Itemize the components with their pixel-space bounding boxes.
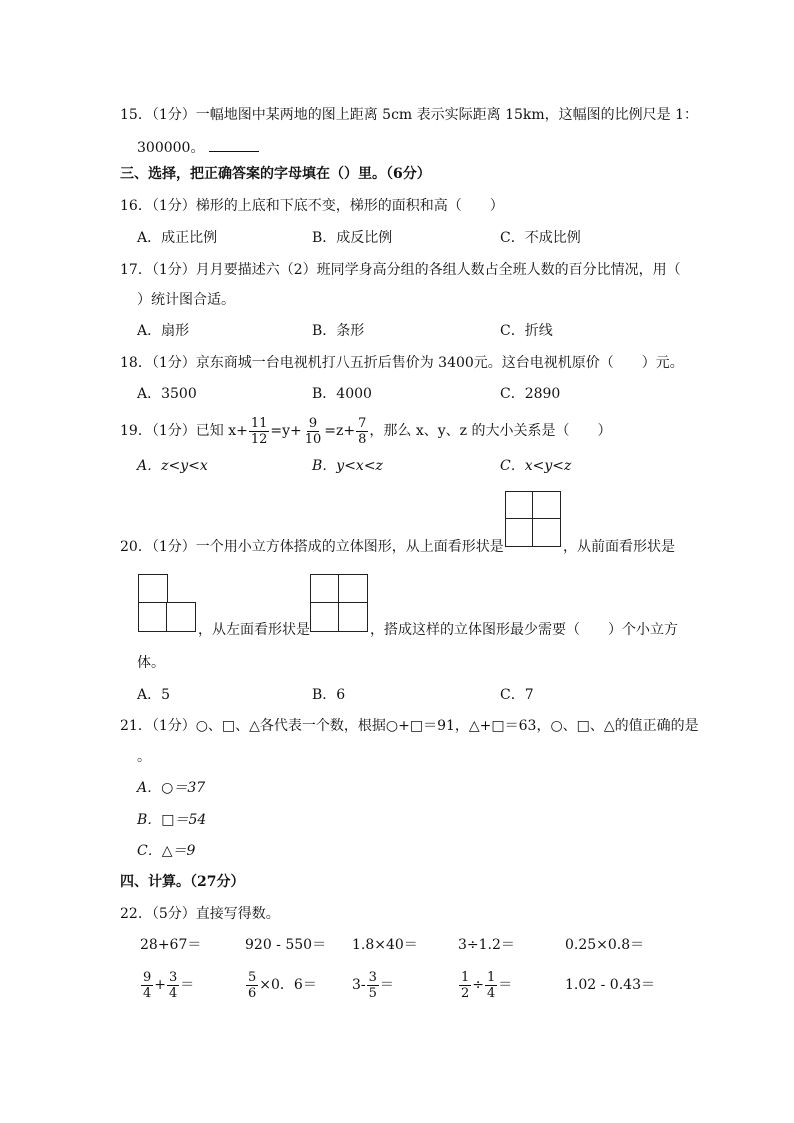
- calc-item-minus-fraction: 3- $\frac{3}{5}$ ＝: [352, 969, 394, 1001]
- q19-option-b[interactable]: B．y<x<z: [312, 458, 383, 474]
- calc-item: 28+67＝: [140, 937, 202, 953]
- calc-item-fraction-sum: $\frac{9}{4}$ + $\frac{3}{4}$ ＝: [143, 969, 195, 1001]
- q21-line1: 21．（1分）○、□、△各代表一个数，根据○+□＝91，△+□＝63，○、□、△的值正确的是: [120, 718, 699, 734]
- q17-option-b[interactable]: B．条形: [312, 323, 365, 339]
- calc-item: 1.8×40＝: [352, 937, 418, 953]
- top-view-figure: [505, 491, 561, 547]
- q18-stem: 18．（1分）京东商城一台电视机打八五折后售价为 3400元。这台电视机原价（ ）元。: [120, 355, 684, 371]
- calc-item-fraction-times: $\frac{5}{6}$ ×0．6＝: [248, 969, 317, 1001]
- fraction-9-10: $\frac{9}{10}$: [304, 415, 322, 447]
- fraction-11-12: $\frac{11}{12}$: [250, 415, 268, 447]
- q20-line3: 体。: [137, 655, 165, 671]
- calc-item: 3÷1.2＝: [458, 937, 515, 953]
- q16-stem: 16．（1分）梯形的上底和下底不变，梯形的面积和高（ ）: [120, 198, 504, 214]
- q17-line2: ）统计图合适。: [137, 292, 235, 308]
- q20-after2: ，搭成这样的立体图形最少需要（ ）个小立方: [370, 622, 678, 638]
- q20-after1: ，从前面看形状是: [563, 539, 675, 555]
- q19-option-a[interactable]: A．z<y<x: [137, 458, 208, 474]
- q16-option-a[interactable]: A．成正比例: [137, 230, 218, 246]
- q20-option-b[interactable]: B．6: [312, 687, 346, 703]
- q15-line2: [137, 137, 259, 158]
- q20-option-a[interactable]: A．5: [137, 687, 171, 703]
- q15-line2-text: 300000。: [137, 140, 205, 156]
- q16-option-c[interactable]: C．不成比例: [500, 230, 581, 246]
- q21-option-a[interactable]: A．○＝37: [137, 780, 206, 796]
- q19-eq1: =y+: [270, 423, 302, 439]
- section-3-title: 三、选择，把正确答案的字母填在（）里。（6分）: [120, 166, 431, 182]
- q17-line1: 17．（1分）月月要描述六（2）班同学身高分组的各组人数占全班人数的百分比情况，用（: [120, 262, 681, 278]
- calc-item: 0.25×0.8＝: [565, 937, 645, 953]
- section-4-title: 四、计算。（27分）: [120, 874, 245, 890]
- left-view-figure: [310, 574, 368, 632]
- q21-option-b[interactable]: B．□＝54: [137, 812, 207, 828]
- q19-prefix: 19．（1分）已知: [120, 423, 224, 439]
- front-view-figure: [138, 574, 198, 632]
- q19-x: x+: [228, 423, 248, 439]
- q19-eq2: =z+: [324, 423, 356, 439]
- calc-item: 920 - 550＝: [245, 937, 327, 953]
- q19-stem: [120, 414, 612, 448]
- q20-option-c[interactable]: C．7: [500, 687, 534, 703]
- q21-option-c[interactable]: C．△＝9: [137, 843, 196, 859]
- calc-item: 1.02 - 0.43＝: [565, 977, 655, 993]
- q19-option-c[interactable]: C．x<y<z: [500, 458, 572, 474]
- fraction-7-8: $\frac{7}{8}$: [358, 415, 367, 447]
- q15-line1: 15．（1分）一幅地图中某两地的图上距离 5cm 表示实际距离 15km，这幅图的比例尺是 1：: [120, 107, 699, 123]
- q18-option-b[interactable]: B．4000: [312, 386, 372, 402]
- q22-stem: 22．（5分）直接写得数。: [120, 906, 280, 922]
- q21-line2: 。: [137, 749, 151, 765]
- calc-item-fraction-divide: $\frac{1}{2}$ ÷ $\frac{1}{4}$ ＝: [461, 969, 513, 1001]
- q16-option-b[interactable]: B．成反比例: [312, 230, 393, 246]
- q18-option-c[interactable]: C．2890: [500, 386, 561, 402]
- q20-mid: ，从左面看形状是: [198, 622, 310, 638]
- q18-option-a[interactable]: A．3500: [137, 386, 197, 402]
- answer-blank[interactable]: [209, 137, 259, 152]
- q19-suffix: ，那么 x、y、z 的大小关系是（ ）: [369, 423, 612, 439]
- q20-line1: 20．（1分）一个用小立方体搭成的立体图形，从上面看形状是: [120, 539, 504, 555]
- q17-option-a[interactable]: A．扇形: [137, 323, 190, 339]
- q17-option-c[interactable]: C．折线: [500, 323, 553, 339]
